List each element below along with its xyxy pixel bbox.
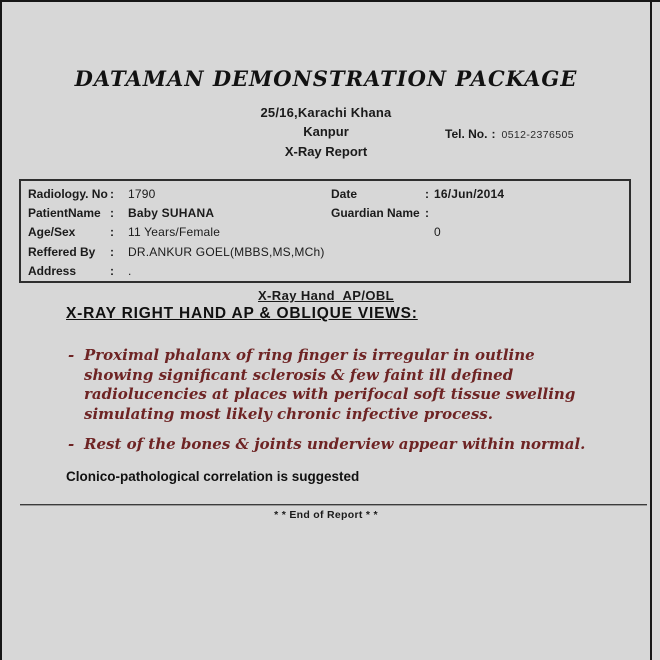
info-label: PatientName (28, 205, 101, 220)
end-of-report-note: * * End of Report * * (274, 509, 378, 521)
info-value: 11 Years/Female (128, 225, 221, 240)
info-value: 16/Jun/2014 (434, 186, 505, 201)
telephone-block (445, 127, 574, 141)
telephone-separator: : (491, 127, 496, 141)
info-separator: : (110, 225, 114, 240)
info-label: Date (331, 186, 358, 201)
info-label: Reffered By (28, 244, 96, 259)
info-row-patient-name (28, 203, 325, 222)
patient-info-left-column (28, 184, 325, 280)
section-heading: X-RAY RIGHT HAND AP & OBLIQUE VIEWS: (66, 305, 418, 322)
info-label: Age/Sex (28, 225, 76, 240)
info-label: Guardian Name (331, 205, 420, 220)
telephone-number: 0512-2376505 (501, 129, 574, 141)
info-separator: : (110, 186, 114, 201)
info-separator: : (425, 186, 429, 201)
finding-text: Proximal phalanx of ring finger is irregular in outline showing significant sclerosis & few faint ill defined radiolucencies at places with perifocal soft tissue swelling simulating most likely chronic infective process. (84, 346, 576, 423)
info-value: 0 (434, 225, 441, 240)
address-line-2: Kanpur (303, 124, 349, 139)
finding-item (68, 346, 596, 424)
info-row-guardian-name (331, 203, 504, 222)
telephone-label: Tel. No. (445, 127, 488, 141)
exam-title: X-Ray Hand AP/OBL (257, 288, 394, 303)
info-value: . (128, 263, 132, 278)
info-value: DR.ANKUR GOEL(MBBS,MS,MCh) (128, 244, 325, 259)
info-row-age-sex (28, 223, 325, 242)
conclusion-text: Clonico-pathological correlation is suggested (66, 469, 360, 484)
info-row-date (331, 184, 504, 203)
finding-text: Rest of the bones & joints underview appear within normal. (84, 435, 586, 453)
finding-dash: - (68, 346, 75, 364)
info-row-guardian-extra (331, 223, 504, 242)
finding-item (68, 435, 596, 455)
report-type-title: X-Ray Report (284, 144, 368, 159)
info-value: Baby SUHANA (128, 205, 215, 220)
info-label: Radiology. No (28, 186, 108, 201)
patient-info-box (19, 179, 631, 283)
info-separator: : (110, 263, 114, 278)
info-separator: : (110, 205, 114, 220)
organization-title: DATAMAN DEMONSTRATION PACKAGE (74, 66, 578, 91)
info-separator: : (425, 205, 429, 220)
info-label: Address (28, 263, 77, 278)
info-value: 1790 (128, 186, 156, 201)
address-line-1: 25/16,Karachi Khana (260, 105, 392, 120)
page-right-border (650, 2, 652, 660)
info-separator: : (110, 244, 114, 259)
info-row-radiology-no (28, 184, 325, 203)
finding-dash: - (68, 435, 75, 453)
findings-list (68, 346, 596, 455)
patient-info-right-column (331, 184, 504, 242)
divider-line (20, 504, 647, 506)
info-row-reffered-by (28, 242, 325, 261)
info-row-address (28, 261, 325, 280)
